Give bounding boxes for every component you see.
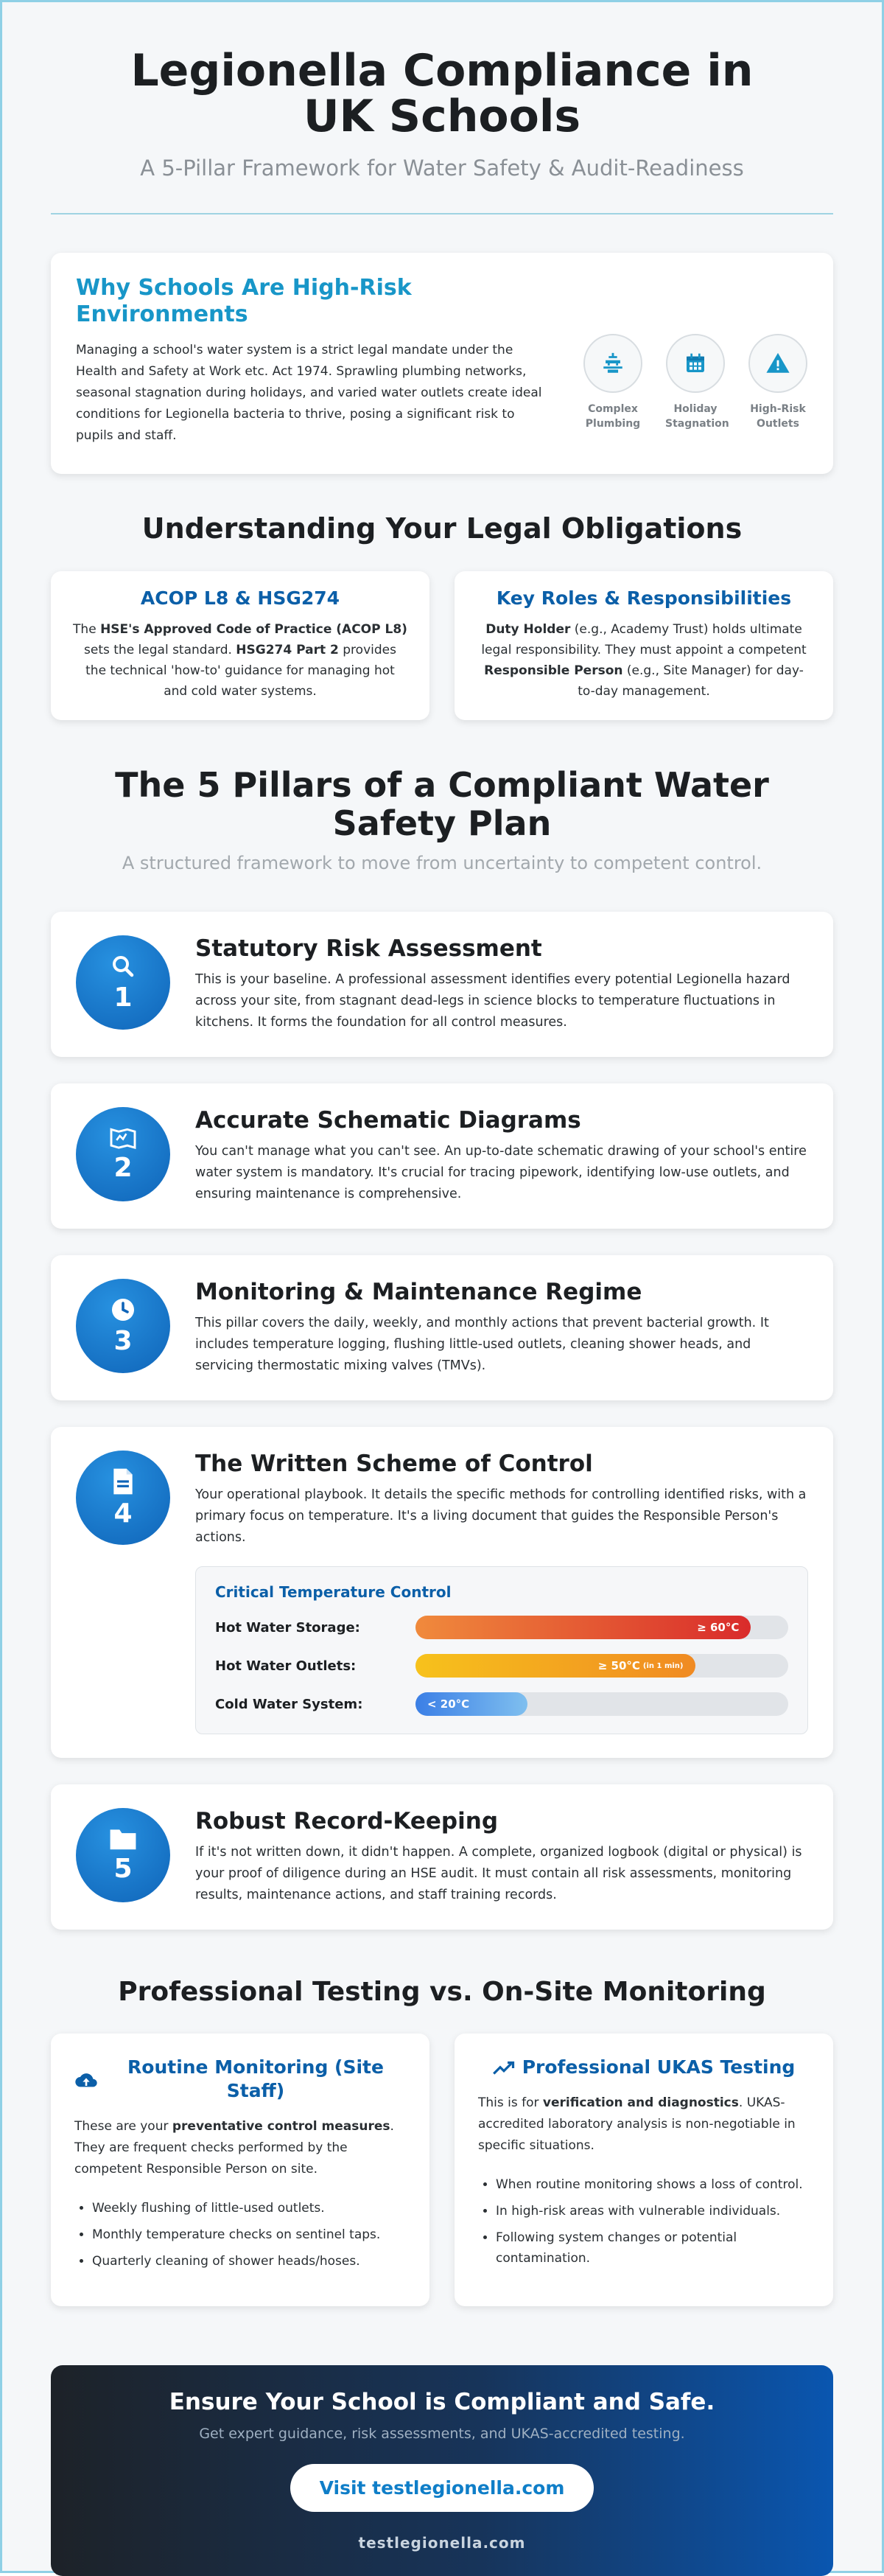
why-title: Why Schools Are High-Risk Environments [76,275,412,327]
obligations-cards [51,571,833,720]
ukas-body: This is for verification and diagnostics. UKAS-accredited laboratory analysis is non-negotiable in specific situations. [478,2095,796,2153]
routine-body: These are your preventative control measures. They are frequent checks performed by the competent Responsible Person on site. [74,2119,394,2177]
acop-card [51,571,429,720]
ukas-list [478,2174,810,2269]
pillar-card-1 [51,912,833,1057]
pillar-badge-2 [76,1107,170,1201]
ukas-card [455,2034,833,2306]
temp-bar-fill: ≥ 50°C (in 1 min) [415,1654,695,1678]
pillar-title: Accurate Schematic Diagrams [195,1107,581,1134]
pillar-title: Robust Record-Keeping [195,1808,499,1835]
list-item: • Weekly flushing of little-used outlets. [92,2198,406,2219]
why-label-outlets: High-Risk Outlets [750,403,806,430]
cta-subtitle: Get expert guidance, risk assessments, and UKAS-accredited testing. [199,2426,685,2442]
why-item-plumbing [583,334,643,450]
list-item: • Quarterly cleaning of shower heads/hoses. [92,2251,406,2272]
testing-cards [51,2034,833,2306]
pillar-number: 3 [113,1325,133,1356]
temp-bar-track [415,1654,788,1678]
list-item: • When routine monitoring shows a loss of control. [496,2174,810,2195]
pillar-title: The Written Scheme of Control [195,1451,593,1477]
why-item-holiday [665,334,729,450]
document-icon [111,1467,135,1495]
pillars-list [51,912,833,1930]
pillars-subtitle: A structured framework to move from uncertainty to competent control. [122,853,762,873]
ukas-title: Professional UKAS Testing [522,2056,796,2078]
pillar-card-4 [51,1427,833,1758]
pillar-body: This pillar covers the daily, weekly, and monthly actions that prevent bacterial growth. It includes temperature logging, flushing little-used outlets, cleaning shower heads, and servicing thermostatic mixing valves (TMVs). [195,1316,769,1373]
visit-site-button[interactable]: Visit testlegionella.com [290,2464,594,2512]
temperature-panel [195,1566,808,1734]
pillar-title: Monitoring & Maintenance Regime [195,1279,642,1305]
map-icon [109,1126,137,1150]
pillar-body: This is your baseline. A professional assessment identifies every potential Legionella hazard across your site, from stagnant dead-legs in science blocks to temperature fluctuations in kitchens. It forms the foundation for all control measures. [195,972,790,1030]
temp-label: Hot Water Outlets: [215,1658,357,1674]
temperature-title: Critical Temperature Control [215,1583,452,1601]
why-card [51,253,833,474]
temp-label: Hot Water Storage: [215,1619,360,1636]
cta-title: Ensure Your School is Compliant and Safe. [169,2389,715,2415]
pillar-number: 1 [113,982,133,1013]
pillar-title: Statutory Risk Assessment [195,935,542,962]
page-title: Legionella Compliance in UK Schools [130,45,754,142]
pillar-badge-1 [76,935,170,1030]
temp-bar-fill: ≥ 60°C [415,1616,751,1639]
cta-banner [51,2365,833,2576]
acop-title: ACOP L8 & HSG274 [140,587,340,609]
header-divider [51,213,833,214]
warning-icon [748,334,807,393]
roles-body: Duty Holder (e.g., Academy Trust) holds ultimate legal responsibility. They must appoint a competent Responsible Person (e.g., Site Manager) for day-to-day management. [481,622,807,699]
pillar-card-2 [51,1083,833,1229]
temp-label: Cold Water System: [215,1696,363,1712]
cloud-upload-icon [74,2070,98,2090]
temp-row-hot-outlets [215,1654,788,1678]
cta-domain: testlegionella.com [358,2534,526,2552]
pillar-body: Your operational playbook. It details the specific methods for controlling identified risks, with a primary focus on temperature. It's a living document that guides the Responsible Person's actions. [195,1487,807,1545]
search-icon [110,953,136,980]
why-icons [583,334,808,450]
routine-title: Routine Monitoring (Site Staff) [127,2056,384,2101]
folder-icon [109,1827,137,1851]
pillar-number: 2 [113,1152,133,1183]
list-item: • In high-risk areas with vulnerable individuals. [496,2201,810,2221]
acop-body: The HSE's Approved Code of Practice (ACOP L8) sets the legal standard. HSG274 Part 2 provides the technical 'how-to' guidance for managing hot and cold water systems. [73,622,407,699]
roles-title: Key Roles & Responsibilities [496,587,792,609]
temp-bar-fill: < 20°C [415,1692,527,1716]
temp-row-hot-storage [215,1616,788,1639]
calendar-icon [666,334,725,393]
pillar-badge-5 [76,1808,170,1902]
temp-bar-track [415,1616,788,1639]
testing-title: Professional Testing vs. On-Site Monitoring [118,1977,766,2007]
why-label-holiday: Holiday Stagnation [665,403,729,430]
pillar-card-3 [51,1255,833,1400]
pillars-title: The 5 Pillars of a Compliant Water Safety Plan [115,765,769,843]
page-subtitle: A 5-Pillar Framework for Water Safety & Audit-Readiness [140,156,744,181]
pillar-number: 4 [113,1498,133,1529]
why-label-plumbing: Complex Plumbing [585,403,641,430]
pillar-number: 5 [113,1853,133,1884]
temp-bar-track [415,1692,788,1716]
pillar-badge-3 [76,1279,170,1373]
plumbing-icon [583,334,642,393]
temp-row-cold [215,1692,788,1716]
obligations-title: Understanding Your Legal Obligations [141,512,743,545]
pillar-card-5 [51,1784,833,1930]
page-header [51,2,833,214]
pillar-badge-4 [76,1451,170,1545]
routine-list [74,2198,406,2272]
trend-line-icon [493,2060,515,2076]
clock-icon [110,1296,136,1323]
pillar-body: If it's not written down, it didn't happen. A complete, organized logbook (digital or physical) is your proof of diligence during an HSE audit. It must contain all risk assessments, monitoring results, maintenance actions, and staff training records. [195,1845,802,1902]
pillar-body: You can't manage what you can't see. An up-to-date schematic drawing of your school's entire water system is mandatory. It's crucial for tracing pipework, identifying low-use outlets, and ensuring maintenance is comprehensive. [195,1144,807,1201]
why-body: Managing a school's water system is a strict legal mandate under the Health and Safety at Work etc. Act 1974. Sprawling plumbing networks, seasonal stagnation during holidays, and varied water outlets create ideal conditions for Legionella bacteria to thrive, posing a significant risk to pupils and staff. [76,343,542,443]
why-item-outlets [748,334,808,450]
list-item: • Following system changes or potential contamination. [496,2227,810,2269]
pillars-header [51,766,833,873]
routine-card [51,2034,429,2306]
list-item: • Monthly temperature checks on sentinel taps. [92,2224,406,2245]
roles-card [455,571,833,720]
